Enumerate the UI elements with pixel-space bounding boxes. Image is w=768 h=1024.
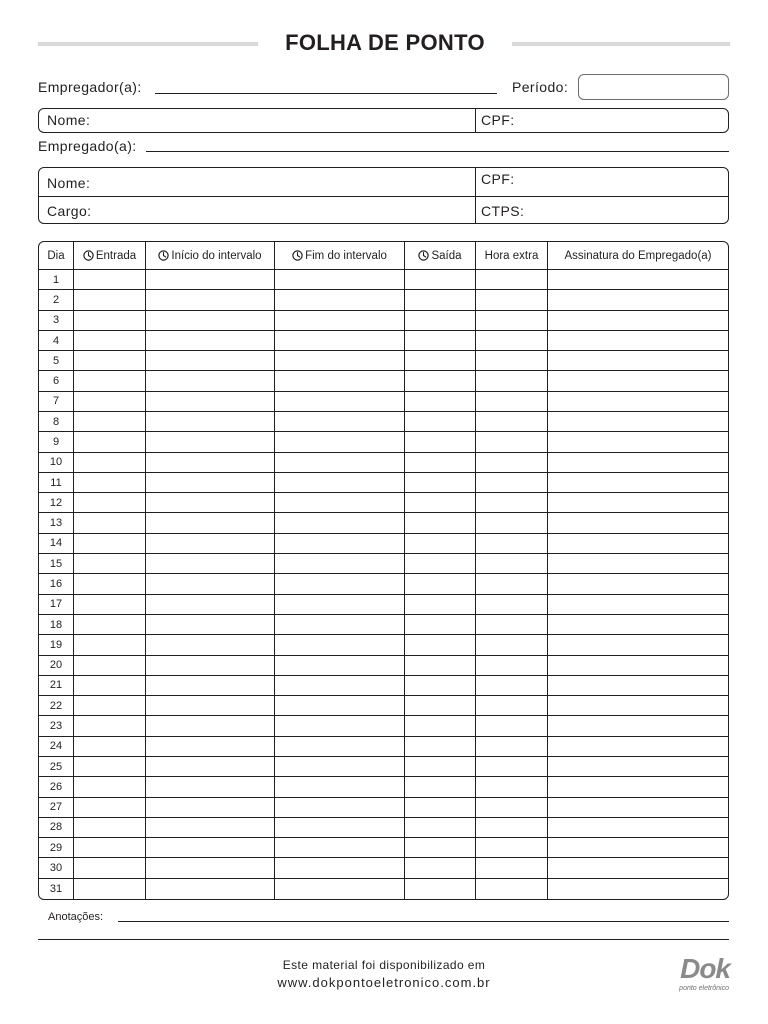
period-label: Período: xyxy=(512,79,569,95)
signature-cell xyxy=(548,270,728,290)
day-number-cell: 10 xyxy=(39,453,74,473)
overtime-cell xyxy=(476,513,548,533)
break-end-cell xyxy=(275,716,405,736)
break-start-cell xyxy=(146,270,275,290)
exit-cell xyxy=(405,879,476,899)
break-start-cell xyxy=(146,838,275,858)
exit-cell xyxy=(405,351,476,371)
signature-cell xyxy=(548,513,728,533)
entry-cell xyxy=(74,818,146,838)
break-end-cell xyxy=(275,777,405,797)
day-number-cell: 11 xyxy=(39,473,74,493)
break-start-cell xyxy=(146,635,275,655)
entry-cell xyxy=(74,534,146,554)
break-start-cell xyxy=(146,432,275,452)
overtime-cell xyxy=(476,858,548,878)
overtime-cell xyxy=(476,453,548,473)
break-start-cell xyxy=(146,615,275,635)
employer-box-divider xyxy=(475,109,476,132)
break-end-cell xyxy=(275,534,405,554)
day-number-cell: 17 xyxy=(39,595,74,615)
employer-name-label: Nome: xyxy=(47,112,91,128)
header-overtime-label: Hora extra xyxy=(484,249,539,262)
overtime-cell xyxy=(476,311,548,331)
break-end-cell xyxy=(275,493,405,513)
entry-cell xyxy=(74,737,146,757)
entry-cell xyxy=(74,493,146,513)
day-number-cell: 9 xyxy=(39,432,74,452)
overtime-cell xyxy=(476,696,548,716)
exit-cell xyxy=(405,554,476,574)
signature-cell xyxy=(548,534,728,554)
break-end-cell xyxy=(275,838,405,858)
entry-cell xyxy=(74,473,146,493)
header-signature-label: Assinatura do Empregado(a) xyxy=(564,249,712,262)
break-start-cell xyxy=(146,351,275,371)
entry-cell xyxy=(74,392,146,412)
overtime-cell xyxy=(476,676,548,696)
break-start-cell xyxy=(146,453,275,473)
footer-url: www.dokpontoeletronico.com.br xyxy=(277,975,491,990)
exit-cell xyxy=(405,818,476,838)
day-number-cell: 15 xyxy=(39,554,74,574)
overtime-cell xyxy=(476,879,548,899)
overtime-cell xyxy=(476,412,548,432)
exit-cell xyxy=(405,331,476,351)
clock-icon xyxy=(418,250,429,261)
break-start-cell xyxy=(146,290,275,310)
break-end-cell xyxy=(275,270,405,290)
exit-cell xyxy=(405,757,476,777)
break-start-cell xyxy=(146,656,275,676)
entry-cell xyxy=(74,757,146,777)
signature-cell xyxy=(548,635,728,655)
footer-text: Este material foi disponibilizado em xyxy=(282,958,486,972)
day-number-cell: 30 xyxy=(39,858,74,878)
day-number-cell: 19 xyxy=(39,635,74,655)
break-start-cell xyxy=(146,716,275,736)
day-number-cell: 25 xyxy=(39,757,74,777)
signature-cell xyxy=(548,392,728,412)
overtime-cell xyxy=(476,777,548,797)
period-field xyxy=(578,74,729,100)
exit-cell xyxy=(405,737,476,757)
day-number-cell: 28 xyxy=(39,818,74,838)
header-break-end-label: Fim do intervalo xyxy=(305,249,387,262)
break-start-cell xyxy=(146,513,275,533)
notes-line xyxy=(118,921,729,922)
clock-icon xyxy=(158,250,169,261)
entry-cell xyxy=(74,412,146,432)
entry-cell xyxy=(74,858,146,878)
break-start-cell xyxy=(146,818,275,838)
entry-cell xyxy=(74,331,146,351)
exit-cell xyxy=(405,493,476,513)
signature-cell xyxy=(548,290,728,310)
overtime-cell xyxy=(476,473,548,493)
break-end-cell xyxy=(275,676,405,696)
day-number-cell: 21 xyxy=(39,676,74,696)
header-overtime xyxy=(476,242,548,270)
exit-cell xyxy=(405,838,476,858)
overtime-cell xyxy=(476,351,548,371)
signature-cell xyxy=(548,858,728,878)
day-number-cell: 24 xyxy=(39,737,74,757)
break-start-cell xyxy=(146,473,275,493)
employer-line xyxy=(155,93,497,94)
signature-cell xyxy=(548,595,728,615)
overtime-cell xyxy=(476,615,548,635)
signature-cell xyxy=(548,554,728,574)
header-exit-label: Saída xyxy=(431,249,462,262)
break-start-cell xyxy=(146,798,275,818)
header-break-start-label: Início do intervalo xyxy=(171,249,262,262)
signature-cell xyxy=(548,696,728,716)
entry-cell xyxy=(74,351,146,371)
break-start-cell xyxy=(146,311,275,331)
break-end-cell xyxy=(275,635,405,655)
signature-cell xyxy=(548,676,728,696)
day-number-cell: 8 xyxy=(39,412,74,432)
signature-cell xyxy=(548,757,728,777)
entry-cell xyxy=(74,676,146,696)
signature-cell xyxy=(548,716,728,736)
break-start-cell xyxy=(146,574,275,594)
employee-ctps-label: CTPS: xyxy=(481,203,525,219)
dok-logo: Dok xyxy=(680,953,730,984)
exit-cell xyxy=(405,534,476,554)
employee-name-label: Nome: xyxy=(47,175,91,191)
entry-cell xyxy=(74,290,146,310)
day-number-cell: 6 xyxy=(39,371,74,391)
break-start-cell xyxy=(146,412,275,432)
entry-cell xyxy=(74,879,146,899)
overtime-cell xyxy=(476,392,548,412)
employee-role-label: Cargo: xyxy=(47,203,92,219)
employee-label: Empregado(a): xyxy=(38,138,137,154)
signature-cell xyxy=(548,473,728,493)
entry-cell xyxy=(74,615,146,635)
notes-label: Anotações: xyxy=(48,911,104,923)
exit-cell xyxy=(405,716,476,736)
day-number-cell: 29 xyxy=(39,838,74,858)
break-end-cell xyxy=(275,615,405,635)
employee-box xyxy=(38,167,729,224)
break-start-cell xyxy=(146,777,275,797)
day-number-cell: 16 xyxy=(39,574,74,594)
exit-cell xyxy=(405,513,476,533)
break-end-cell xyxy=(275,595,405,615)
entry-cell xyxy=(74,311,146,331)
clock-icon xyxy=(83,250,94,261)
exit-cell xyxy=(405,595,476,615)
overtime-cell xyxy=(476,818,548,838)
break-end-cell xyxy=(275,858,405,878)
exit-cell xyxy=(405,696,476,716)
entry-cell xyxy=(74,838,146,858)
break-start-cell xyxy=(146,534,275,554)
break-end-cell xyxy=(275,392,405,412)
employer-label: Empregador(a): xyxy=(38,79,142,95)
signature-cell xyxy=(548,351,728,371)
signature-cell xyxy=(548,879,728,899)
break-end-cell xyxy=(275,311,405,331)
exit-cell xyxy=(405,656,476,676)
exit-cell xyxy=(405,290,476,310)
break-end-cell xyxy=(275,554,405,574)
signature-cell xyxy=(548,615,728,635)
day-number-cell: 22 xyxy=(39,696,74,716)
day-number-cell: 20 xyxy=(39,656,74,676)
header-signature xyxy=(548,242,728,270)
overtime-cell xyxy=(476,493,548,513)
entry-cell xyxy=(74,716,146,736)
break-end-cell xyxy=(275,818,405,838)
day-number-cell: 26 xyxy=(39,777,74,797)
signature-cell xyxy=(548,311,728,331)
entry-cell xyxy=(74,432,146,452)
signature-cell xyxy=(548,412,728,432)
signature-cell xyxy=(548,798,728,818)
entry-cell xyxy=(74,371,146,391)
break-end-cell xyxy=(275,798,405,818)
day-number-cell: 18 xyxy=(39,615,74,635)
exit-cell xyxy=(405,473,476,493)
dok-logo-tagline: ponto eletrônico xyxy=(679,985,729,992)
overtime-cell xyxy=(476,838,548,858)
exit-cell xyxy=(405,798,476,818)
overtime-cell xyxy=(476,716,548,736)
break-end-cell xyxy=(275,351,405,371)
overtime-cell xyxy=(476,798,548,818)
day-number-cell: 3 xyxy=(39,311,74,331)
overtime-cell xyxy=(476,371,548,391)
exit-cell xyxy=(405,453,476,473)
entry-cell xyxy=(74,595,146,615)
break-start-cell xyxy=(146,595,275,615)
break-end-cell xyxy=(275,513,405,533)
exit-cell xyxy=(405,412,476,432)
exit-cell xyxy=(405,432,476,452)
signature-cell xyxy=(548,656,728,676)
timesheet-table xyxy=(38,241,729,900)
signature-cell xyxy=(548,777,728,797)
break-start-cell xyxy=(146,757,275,777)
day-number-cell: 4 xyxy=(39,331,74,351)
break-end-cell xyxy=(275,453,405,473)
overtime-cell xyxy=(476,757,548,777)
signature-cell xyxy=(548,574,728,594)
overtime-cell xyxy=(476,331,548,351)
exit-cell xyxy=(405,270,476,290)
break-start-cell xyxy=(146,371,275,391)
page-title: FOLHA DE PONTO xyxy=(285,30,485,55)
entry-cell xyxy=(74,656,146,676)
employee-box-column-divider xyxy=(475,168,476,223)
header-day-label: Dia xyxy=(47,249,65,262)
overtime-cell xyxy=(476,656,548,676)
signature-cell xyxy=(548,432,728,452)
employee-box-row-divider xyxy=(39,196,728,197)
entry-cell xyxy=(74,635,146,655)
break-end-cell xyxy=(275,290,405,310)
entry-cell xyxy=(74,777,146,797)
entry-cell xyxy=(74,574,146,594)
break-end-cell xyxy=(275,371,405,391)
break-start-cell xyxy=(146,493,275,513)
exit-cell xyxy=(405,858,476,878)
employer-box xyxy=(38,108,729,133)
break-end-cell xyxy=(275,331,405,351)
break-end-cell xyxy=(275,473,405,493)
header-entry-label: Entrada xyxy=(95,249,137,262)
break-end-cell xyxy=(275,412,405,432)
overtime-cell xyxy=(476,534,548,554)
day-number-cell: 27 xyxy=(39,798,74,818)
exit-cell xyxy=(405,777,476,797)
overtime-cell xyxy=(476,432,548,452)
header-break-start xyxy=(146,242,275,270)
signature-cell xyxy=(548,493,728,513)
break-start-cell xyxy=(146,331,275,351)
entry-cell xyxy=(74,696,146,716)
break-end-cell xyxy=(275,757,405,777)
day-number-cell: 12 xyxy=(39,493,74,513)
exit-cell xyxy=(405,635,476,655)
employer-cpf-label: CPF: xyxy=(481,112,515,128)
break-start-cell xyxy=(146,696,275,716)
header-day xyxy=(39,242,74,270)
day-number-cell: 13 xyxy=(39,513,74,533)
exit-cell xyxy=(405,676,476,696)
title-rule-left xyxy=(38,42,258,46)
break-end-cell xyxy=(275,737,405,757)
exit-cell xyxy=(405,615,476,635)
header-break-end xyxy=(275,242,405,270)
day-number-cell: 14 xyxy=(39,534,74,554)
break-end-cell xyxy=(275,656,405,676)
exit-cell xyxy=(405,371,476,391)
day-number-cell: 7 xyxy=(39,392,74,412)
break-start-cell xyxy=(146,676,275,696)
day-number-cell: 1 xyxy=(39,270,74,290)
exit-cell xyxy=(405,311,476,331)
entry-cell xyxy=(74,798,146,818)
overtime-cell xyxy=(476,554,548,574)
employee-cpf-label: CPF: xyxy=(481,171,515,187)
signature-cell xyxy=(548,331,728,351)
day-number-cell: 2 xyxy=(39,290,74,310)
day-number-cell: 5 xyxy=(39,351,74,371)
break-start-cell xyxy=(146,879,275,899)
entry-cell xyxy=(74,513,146,533)
overtime-cell xyxy=(476,635,548,655)
exit-cell xyxy=(405,574,476,594)
clock-icon xyxy=(292,250,303,261)
entry-cell xyxy=(74,270,146,290)
break-end-cell xyxy=(275,696,405,716)
employee-line xyxy=(146,151,729,152)
break-end-cell xyxy=(275,432,405,452)
break-start-cell xyxy=(146,392,275,412)
day-number-cell: 31 xyxy=(39,879,74,899)
signature-cell xyxy=(548,453,728,473)
day-number-cell: 23 xyxy=(39,716,74,736)
overtime-cell xyxy=(476,595,548,615)
break-start-cell xyxy=(146,737,275,757)
title-rule-right xyxy=(512,42,730,46)
signature-cell xyxy=(548,371,728,391)
entry-cell xyxy=(74,554,146,574)
signature-cell xyxy=(548,737,728,757)
entry-cell xyxy=(74,453,146,473)
break-end-cell xyxy=(275,574,405,594)
overtime-cell xyxy=(476,574,548,594)
notes-line-2 xyxy=(38,939,729,940)
break-end-cell xyxy=(275,879,405,899)
overtime-cell xyxy=(476,737,548,757)
overtime-cell xyxy=(476,290,548,310)
header-entry xyxy=(74,242,146,270)
signature-cell xyxy=(548,838,728,858)
exit-cell xyxy=(405,392,476,412)
break-start-cell xyxy=(146,858,275,878)
break-start-cell xyxy=(146,554,275,574)
overtime-cell xyxy=(476,270,548,290)
header-exit xyxy=(405,242,476,270)
signature-cell xyxy=(548,818,728,838)
